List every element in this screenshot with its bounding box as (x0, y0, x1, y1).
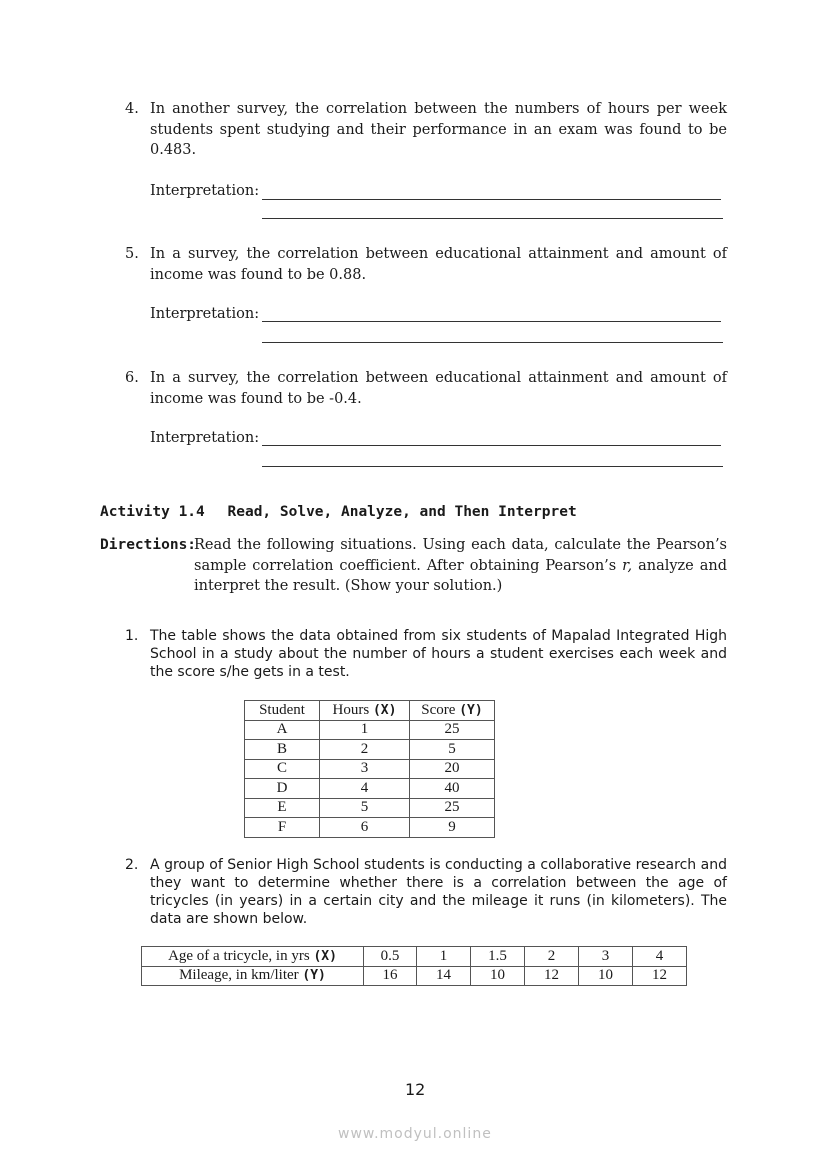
cell-student: D (245, 779, 320, 799)
cell-age: 0.5 (364, 947, 417, 967)
directions-text (194, 535, 727, 597)
cell-age: 1.5 (471, 947, 525, 967)
problem-number: 2. (125, 857, 139, 873)
interpretation-label: Interpretation: (150, 430, 260, 446)
cell-score: 5 (410, 740, 495, 760)
answer-line[interactable] (262, 342, 723, 343)
cell-score: 20 (410, 759, 495, 779)
question-4 (125, 99, 727, 161)
problem-1 (125, 627, 727, 683)
cell-age: 2 (525, 947, 579, 967)
variable-y: (Y) (302, 968, 326, 984)
cell-hours: 3 (320, 759, 410, 779)
cell-mileage: 12 (633, 966, 687, 986)
question-5 (125, 244, 727, 286)
variable-y: (Y) (459, 702, 483, 718)
cell-student: E (245, 798, 320, 818)
mileage-label: Mileage, in km/liter (179, 967, 303, 984)
cell-score: 40 (410, 779, 495, 799)
interpretation-label: Interpretation: (150, 183, 260, 199)
answer-line[interactable] (262, 199, 721, 200)
activity-heading (100, 504, 577, 520)
header-score (410, 701, 495, 721)
question-6 (125, 368, 727, 410)
table-row (245, 740, 495, 760)
cell-mileage: 16 (364, 966, 417, 986)
activity-number: Activity 1.4 (100, 504, 205, 520)
directions-label: Directions: (100, 537, 197, 553)
table-row-mileage (142, 966, 687, 986)
question-text: In another survey, the correlation between the numbers of hours per week students spent studying and their performance in an exam was found to be 0.483. (150, 101, 727, 158)
problem-text: The table shows the data obtained from six students of Mapalad Integrated High School in a study about the number of hours a student exercises each week and the score s/he gets in a test. (150, 628, 727, 680)
question-text: In a survey, the correlation between educational attainment and amount of income was found to be 0.88. (150, 246, 727, 283)
problem-number: 1. (125, 628, 139, 644)
student-data-table (244, 700, 495, 838)
cell-score: 25 (410, 798, 495, 818)
directions-text-part: Read the following situations. Using each data, calculate the Pearson’s sample correlation coefficient. After obtaining Pearson’s (194, 537, 727, 574)
answer-line[interactable] (262, 466, 723, 467)
table-row (245, 759, 495, 779)
problem-text: A group of Senior High School students is conducting a collaborative research and they want to determine whether there is a correlation between the age of tricycles (in years) in a certain city and the mileage it runs (in kilometers). The data are shown below. (150, 857, 727, 927)
row-label-age (142, 947, 364, 967)
cell-hours: 1 (320, 720, 410, 740)
watermark: www.modyul.online (338, 1126, 492, 1142)
pearson-r-symbol: r, (622, 557, 633, 574)
table-row (245, 798, 495, 818)
cell-age: 3 (579, 947, 633, 967)
cell-score: 9 (410, 818, 495, 838)
question-number: 4. (125, 101, 139, 117)
problem-2 (125, 856, 727, 930)
cell-hours: 2 (320, 740, 410, 760)
answer-line[interactable] (262, 445, 721, 446)
cell-student: C (245, 759, 320, 779)
header-student: Student (245, 701, 320, 721)
cell-score: 25 (410, 720, 495, 740)
cell-mileage: 12 (525, 966, 579, 986)
table-row (245, 779, 495, 799)
cell-student: A (245, 720, 320, 740)
cell-student: B (245, 740, 320, 760)
cell-hours: 4 (320, 779, 410, 799)
cell-hours: 5 (320, 798, 410, 818)
interpretation-label: Interpretation: (150, 306, 260, 322)
question-number: 6. (125, 370, 139, 386)
question-text: In a survey, the correlation between educational attainment and amount of income was found to be -0.4. (150, 370, 727, 407)
question-number: 5. (125, 246, 139, 262)
answer-line[interactable] (262, 321, 721, 322)
table-row (245, 720, 495, 740)
variable-x: (X) (372, 702, 397, 718)
cell-age: 1 (417, 947, 471, 967)
cell-mileage: 14 (417, 966, 471, 986)
cell-student: F (245, 818, 320, 838)
header-hours (320, 701, 410, 721)
answer-line[interactable] (262, 218, 723, 219)
table-row-age (142, 947, 687, 967)
cell-hours: 6 (320, 818, 410, 838)
header-score-label: Score (421, 701, 460, 718)
table-header-row (245, 701, 495, 721)
header-hours-label: Hours (332, 701, 373, 718)
row-label-mileage (142, 966, 364, 986)
age-label: Age of a tricycle, in yrs (168, 947, 314, 964)
directions-text-part: analyze and interpret the result. (Show your solution.) (194, 557, 727, 594)
cell-mileage: 10 (471, 966, 525, 986)
table-row (245, 818, 495, 838)
cell-age: 4 (633, 947, 687, 967)
activity-title: Read, Solve, Analyze, and Then Interpret (227, 504, 577, 520)
cell-mileage: 10 (579, 966, 633, 986)
variable-x: (X) (313, 948, 337, 964)
tricycle-data-table (141, 946, 687, 986)
page-number: 12 (405, 1080, 426, 1099)
